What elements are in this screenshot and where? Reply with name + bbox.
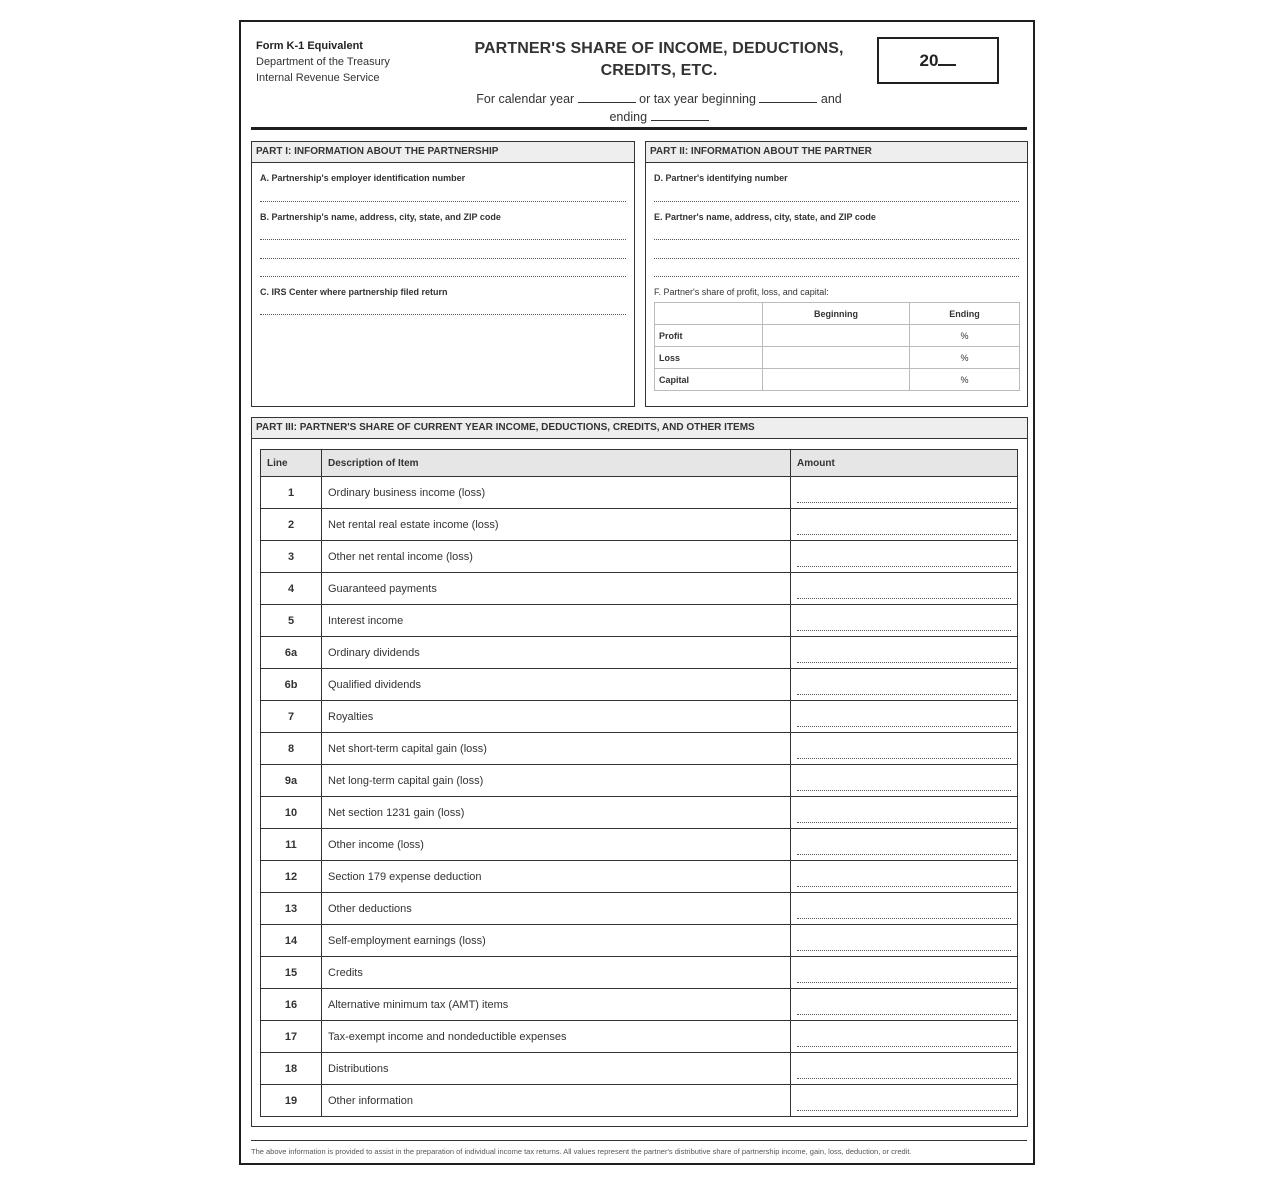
amount-field[interactable]	[791, 509, 1018, 541]
amount-input-line[interactable]	[797, 886, 1011, 887]
table-row	[261, 765, 1018, 797]
amount-input-line[interactable]	[797, 1078, 1011, 1079]
line-number: 12	[261, 861, 322, 893]
header-divider	[251, 127, 1027, 130]
col-amount: Amount	[791, 450, 1018, 477]
table-row	[261, 509, 1018, 541]
line-description: Qualified dividends	[322, 669, 791, 701]
line-description: Credits	[322, 957, 791, 989]
table-row	[261, 989, 1018, 1021]
field-b-input-line2[interactable]	[260, 258, 626, 259]
field-c-label: C. IRS Center where partnership filed return	[260, 287, 448, 297]
line-number: 2	[261, 509, 322, 541]
line-description: Other net rental income (loss)	[322, 541, 791, 573]
line-number: 15	[261, 957, 322, 989]
footer-divider	[251, 1140, 1027, 1141]
line-number: 14	[261, 925, 322, 957]
table-row	[261, 797, 1018, 829]
table-row	[261, 1021, 1018, 1053]
year-prefix: 20	[919, 51, 939, 70]
calendar-year-label: For calendar year	[476, 92, 575, 106]
line-number: 9a	[261, 765, 322, 797]
share-row-label: Capital	[655, 369, 763, 391]
year-suffix-blank[interactable]	[938, 52, 956, 66]
line-number: 16	[261, 989, 322, 1021]
field-b-input-line1[interactable]	[260, 239, 626, 240]
share-row-capital	[655, 369, 1020, 391]
amount-field[interactable]	[791, 477, 1018, 509]
line-number: 6b	[261, 669, 322, 701]
share-beginning-cell[interactable]	[763, 347, 910, 369]
items-table-header	[261, 450, 1018, 477]
amount-field[interactable]	[791, 701, 1018, 733]
year-box[interactable]	[877, 37, 999, 84]
line-description: Self-employment earnings (loss)	[322, 925, 791, 957]
field-f-label: F. Partner's share of profit, loss, and capital:	[654, 287, 829, 297]
table-row	[261, 669, 1018, 701]
items-table-body	[261, 477, 1018, 1117]
table-row	[261, 829, 1018, 861]
form-title-line1: PARTNER'S SHARE OF INCOME, DEDUCTIONS,	[474, 40, 844, 57]
amount-input-line[interactable]	[797, 918, 1011, 919]
amount-input-line[interactable]	[797, 758, 1011, 759]
amount-input-line[interactable]	[797, 1046, 1011, 1047]
amount-input-line[interactable]	[797, 630, 1011, 631]
form-name: Form K-1 Equivalent	[256, 40, 363, 52]
share-row-loss	[655, 347, 1020, 369]
line-description: Ordinary business income (loss)	[322, 477, 791, 509]
col-line: Line	[261, 450, 322, 477]
line-description: Other deductions	[322, 893, 791, 925]
table-row	[261, 477, 1018, 509]
tax-year-end-field[interactable]	[651, 110, 709, 121]
agency-name: Internal Revenue Service	[256, 72, 380, 84]
field-a-label: A. Partnership's employer identification number	[260, 173, 466, 183]
field-e-label: E. Partner's name, address, city, state, and ZIP code	[654, 212, 876, 222]
and-label: and	[820, 92, 842, 106]
field-e-input-line1[interactable]	[654, 239, 1019, 240]
table-row	[261, 1085, 1018, 1117]
col-description: Description of Item	[322, 450, 791, 477]
line-description: Section 179 expense deduction	[322, 861, 791, 893]
amount-field[interactable]	[791, 989, 1018, 1021]
amount-input-line[interactable]	[797, 598, 1011, 599]
field-b-label: B. Partnership's name, address, city, state, and ZIP code	[260, 212, 501, 222]
amount-field[interactable]	[791, 573, 1018, 605]
line-description: Net short-term capital gain (loss)	[322, 733, 791, 765]
tax-year-begin-field[interactable]	[759, 92, 817, 103]
amount-field[interactable]	[791, 829, 1018, 861]
amount-input-line[interactable]	[797, 982, 1011, 983]
amount-input-line[interactable]	[797, 694, 1011, 695]
amount-input-line[interactable]	[797, 534, 1011, 535]
line-number: 11	[261, 829, 322, 861]
form-title-line2: CREDITS, ETC.	[600, 62, 718, 79]
table-row	[261, 925, 1018, 957]
share-beginning-cell[interactable]	[763, 325, 910, 347]
line-description: Net long-term capital gain (loss)	[322, 765, 791, 797]
field-d-input[interactable]	[654, 201, 1019, 202]
amount-input-line[interactable]	[797, 950, 1011, 951]
table-row	[261, 1053, 1018, 1085]
share-ending-cell[interactable]: %	[910, 347, 1020, 369]
line-number: 6a	[261, 637, 322, 669]
part1-title: PART I: INFORMATION ABOUT THE PARTNERSHIP	[252, 142, 634, 163]
share-ending-cell[interactable]: %	[910, 369, 1020, 391]
ending-label: ending	[609, 110, 648, 124]
amount-field[interactable]	[791, 1085, 1018, 1117]
part1-partnership-info	[251, 141, 635, 407]
amount-field[interactable]	[791, 637, 1018, 669]
line-number: 7	[261, 701, 322, 733]
line-number: 13	[261, 893, 322, 925]
amount-input-line[interactable]	[797, 854, 1011, 855]
amount-input-line[interactable]	[797, 662, 1011, 663]
line-description: Other information	[322, 1085, 791, 1117]
field-b-input-line3[interactable]	[260, 276, 626, 277]
share-row-label: Profit	[655, 325, 763, 347]
field-e-input-line2[interactable]	[654, 258, 1019, 259]
line-number: 17	[261, 1021, 322, 1053]
line-number: 3	[261, 541, 322, 573]
table-row	[261, 701, 1018, 733]
table-row	[261, 573, 1018, 605]
field-a-input[interactable]	[260, 201, 626, 202]
line-description: Net section 1231 gain (loss)	[322, 797, 791, 829]
line-description: Distributions	[322, 1053, 791, 1085]
line-description: Tax-exempt income and nondeductible expenses	[322, 1021, 791, 1053]
share-col-beginning: Beginning	[763, 303, 910, 325]
amount-field[interactable]	[791, 765, 1018, 797]
calendar-year-field[interactable]	[578, 92, 636, 103]
line-number: 18	[261, 1053, 322, 1085]
line-number: 8	[261, 733, 322, 765]
amount-input-line[interactable]	[797, 566, 1011, 567]
department-name: Department of the Treasury	[256, 56, 390, 68]
tax-year-period	[463, 90, 855, 126]
field-c-input[interactable]	[260, 314, 626, 315]
footer-note: The above information is provided to assist in the preparation of individual income tax returns. All values represent the partner's distributive share of partnership income, gain, loss, deduction, or credit.	[251, 1147, 912, 1156]
items-table	[260, 449, 1018, 1117]
line-number: 5	[261, 605, 322, 637]
amount-input-line[interactable]	[797, 822, 1011, 823]
table-row	[261, 893, 1018, 925]
amount-input-line[interactable]	[797, 790, 1011, 791]
line-number: 4	[261, 573, 322, 605]
amount-field[interactable]	[791, 541, 1018, 573]
part3-title: PART III: PARTNER'S SHARE OF CURRENT YEAR INCOME, DEDUCTIONS, CREDITS, AND OTHER ITEMS	[252, 418, 1027, 439]
amount-field[interactable]	[791, 605, 1018, 637]
line-description: Royalties	[322, 701, 791, 733]
amount-input-line[interactable]	[797, 726, 1011, 727]
part2-partner-info	[645, 141, 1028, 407]
share-col-blank	[655, 303, 763, 325]
amount-field[interactable]	[791, 797, 1018, 829]
part2-title: PART II: INFORMATION ABOUT THE PARTNER	[646, 142, 1027, 163]
form-identity	[256, 38, 390, 86]
table-row	[261, 637, 1018, 669]
field-e-input-line3[interactable]	[654, 276, 1019, 277]
share-row-label: Loss	[655, 347, 763, 369]
line-number: 19	[261, 1085, 322, 1117]
line-number: 10	[261, 797, 322, 829]
tax-year-label: or tax year beginning	[639, 92, 756, 106]
amount-field[interactable]	[791, 1053, 1018, 1085]
share-table	[654, 302, 1020, 391]
share-ending-cell[interactable]: %	[910, 325, 1020, 347]
form-title	[463, 38, 855, 82]
part3-income-items	[251, 417, 1028, 1127]
table-row	[261, 605, 1018, 637]
line-description: Other income (loss)	[322, 829, 791, 861]
table-row	[261, 957, 1018, 989]
amount-field[interactable]	[791, 957, 1018, 989]
table-row	[261, 861, 1018, 893]
amount-field[interactable]	[791, 861, 1018, 893]
share-table-header	[655, 303, 1020, 325]
line-description: Interest income	[322, 605, 791, 637]
field-d-label: D. Partner's identifying number	[654, 173, 788, 183]
amount-input-line[interactable]	[797, 1110, 1011, 1111]
amount-field[interactable]	[791, 925, 1018, 957]
amount-field[interactable]	[791, 669, 1018, 701]
line-description: Net rental real estate income (loss)	[322, 509, 791, 541]
line-description: Guaranteed payments	[322, 573, 791, 605]
amount-field[interactable]	[791, 733, 1018, 765]
share-beginning-cell[interactable]	[763, 369, 910, 391]
amount-field[interactable]	[791, 1021, 1018, 1053]
line-description: Alternative minimum tax (AMT) items	[322, 989, 791, 1021]
k1-form-page	[239, 20, 1035, 1165]
line-number: 1	[261, 477, 322, 509]
amount-field[interactable]	[791, 893, 1018, 925]
amount-input-line[interactable]	[797, 1014, 1011, 1015]
amount-input-line[interactable]	[797, 502, 1011, 503]
table-row	[261, 541, 1018, 573]
share-row-profit	[655, 325, 1020, 347]
table-row	[261, 733, 1018, 765]
share-col-ending: Ending	[910, 303, 1020, 325]
line-description: Ordinary dividends	[322, 637, 791, 669]
